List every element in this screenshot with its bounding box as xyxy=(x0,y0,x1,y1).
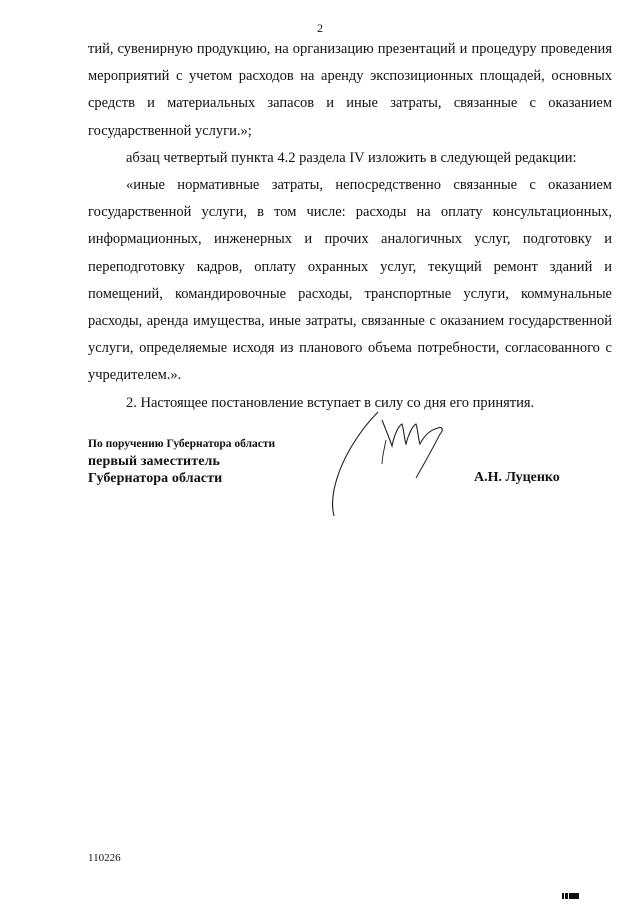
paragraph-continuation: тий, сувенирную продукцию, на организацию презентаций и процедуру проведения мероприятий с учетом расходов на аренду экспозиционных площадей, основных средств и материальных запасов и иные затраты, связанные с оказанием государственной услуги.»; xyxy=(88,41,612,139)
signatory-line-3: Губернатора области xyxy=(88,471,223,486)
signatory-line-2: первый заместитель xyxy=(88,454,220,469)
signatory-title xyxy=(88,436,275,487)
paragraph-effective-date: 2. Настоящее постановление вступает в силу со дня его принятия. xyxy=(126,394,535,411)
signatory-line-1: По поручению Губернатора области xyxy=(88,438,276,450)
paragraph-amendment-text: «иные нормативные затраты, непосредственно связанные с оказанием государственной услуги, в том числе: расходы на оплату консультационных, информационных, инженерных и прочих аналогичных услуг, подготовку и переподготовку кадров, оплату охранных услуг, текущий ремонт зданий и помещений, командировочные расходы, транспортные услуги, коммунальные расходы, аренда имущества, иные затраты, связанные с оказанием государственной услуги, определяемые исходя из планового объема потребности, согласованного с учредителем.». xyxy=(88,177,612,384)
corner-scan-mark xyxy=(562,893,580,899)
paragraph-amendment-intro: абзац четвертый пункта 4.2 раздела IV изложить в следующей редакции: xyxy=(126,149,577,166)
signatory-name: А.Н. Луценко xyxy=(474,470,560,485)
document-body xyxy=(88,36,612,417)
handwritten-signature xyxy=(320,400,460,520)
page-number: 2 xyxy=(317,21,323,35)
document-code: 110226 xyxy=(88,852,121,864)
